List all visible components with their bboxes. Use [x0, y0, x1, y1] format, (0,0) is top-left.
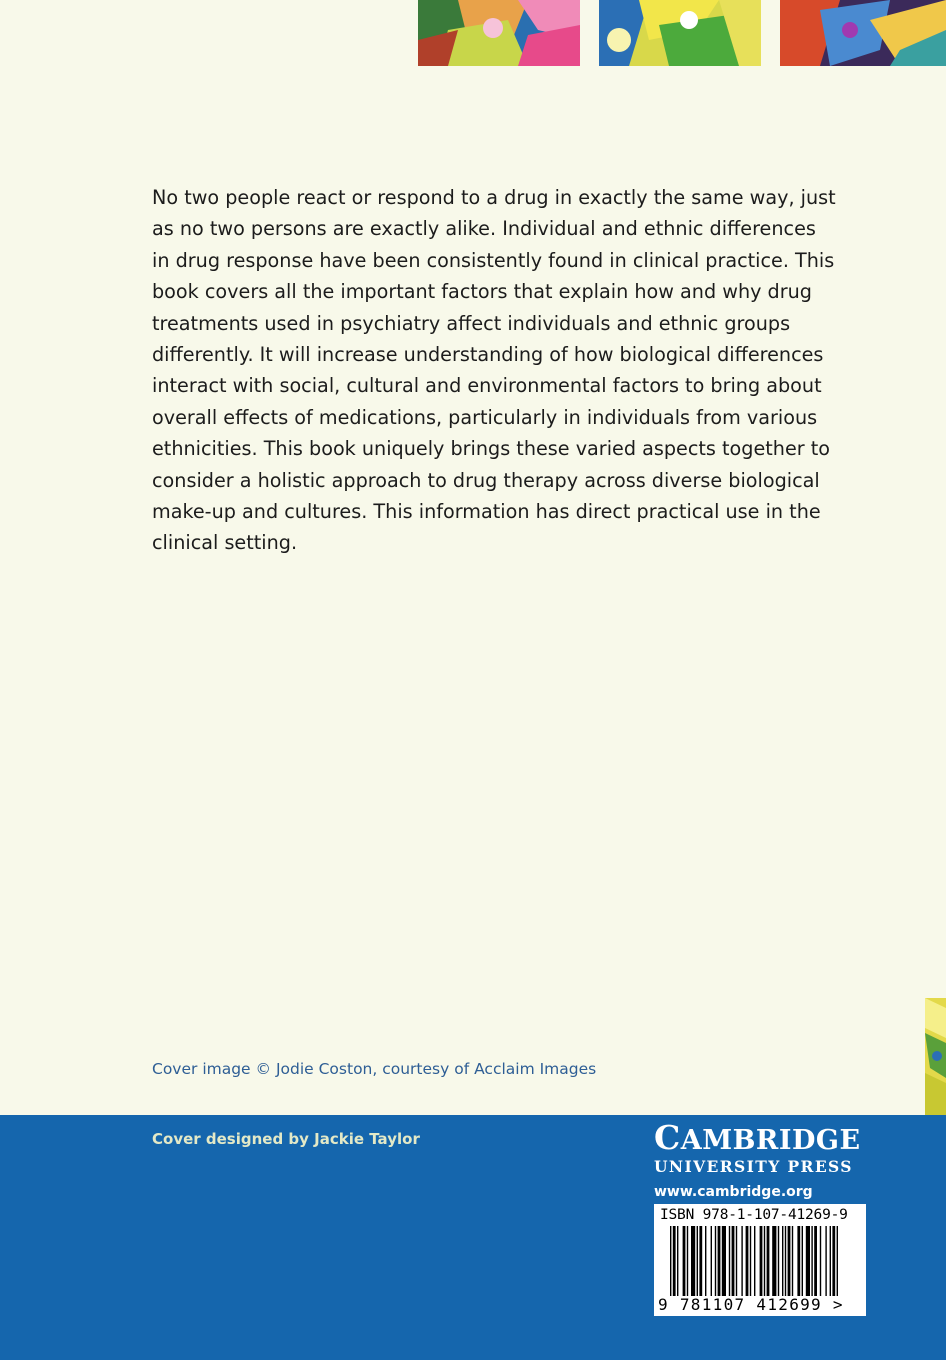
publisher-name	[654, 1118, 866, 1157]
publisher-url: www.cambridge.org	[654, 1184, 813, 1200]
publisher-subtitle: UNIVERSITY PRESS	[654, 1157, 853, 1176]
isbn-label: ISBN 978-1-107-41269-9	[660, 1207, 848, 1223]
barcode-bar	[802, 1226, 803, 1296]
publisher-logo	[654, 1118, 866, 1204]
barcode-bar	[792, 1226, 793, 1296]
blurb-line: No two people react or respond to a drug in exactly the same way, just	[152, 186, 836, 209]
cover-art-thumbnail-1	[418, 0, 580, 66]
cover-image-credit: Cover image © Jodie Coston, courtesy of Acclaim Images	[152, 1060, 597, 1078]
barcode-bar	[732, 1226, 735, 1296]
barcode-bar	[782, 1226, 783, 1296]
blurb-line: as no two persons are exactly alike. Individual and ethnic differences	[152, 217, 816, 241]
barcode-bar	[764, 1226, 765, 1296]
barcode-bar	[750, 1226, 751, 1296]
barcode-bar	[778, 1226, 779, 1296]
barcode-bar	[691, 1226, 695, 1296]
blurb-line: interact with social, cultural and environmental factors to bring about	[152, 374, 822, 398]
barcode-bar	[830, 1226, 831, 1296]
barcode-bar	[718, 1226, 721, 1296]
barcode-bar	[697, 1226, 698, 1296]
barcode-bar	[767, 1226, 770, 1296]
publisher-name-initial: C	[654, 1118, 681, 1157]
blurb-line: ethnicities. This book uniquely brings these varied aspects together to	[152, 437, 831, 461]
barcode-bar	[811, 1226, 812, 1296]
blurb-line: clinical setting.	[152, 531, 298, 555]
cover-art-thumbnail-2	[599, 0, 761, 66]
barcode-bar	[741, 1226, 742, 1296]
barcode-bar	[806, 1226, 810, 1296]
barcode-bar	[814, 1226, 817, 1296]
barcode-bar	[797, 1226, 800, 1296]
barcode-digits: 9 781107 412699 >	[658, 1295, 844, 1314]
barcode-bar	[673, 1226, 676, 1296]
barcode-bar	[832, 1226, 835, 1296]
cover-designer-credit: Cover designed by Jackie Taylor	[152, 1130, 420, 1148]
barcode-bar	[746, 1226, 749, 1296]
barcode-bar	[722, 1226, 726, 1296]
blurb-line: treatments used in psychiatry affect individuals and ethnic groups	[152, 311, 791, 335]
back-cover-blurb	[152, 182, 836, 559]
barcode-icon	[670, 1226, 838, 1296]
blurb-line: differently. It will increase understanding of how biological differences	[152, 343, 824, 367]
blurb-line: consider a holistic approach to drug therapy across diverse biological	[152, 468, 820, 492]
barcode-bar	[677, 1226, 678, 1296]
barcode-bar	[772, 1226, 776, 1296]
publisher-name-rest: AMBRIDGE	[680, 1125, 861, 1156]
barcode-bar	[760, 1226, 763, 1296]
isbn-barcode	[654, 1204, 866, 1316]
cover-art-thumbnail-3	[780, 0, 946, 66]
cover-art-edge	[925, 998, 946, 1116]
blurb-line: in drug response have been consistently found in clinical practice. This	[152, 248, 835, 272]
barcode-bar	[705, 1226, 706, 1296]
barcode-bar	[683, 1226, 686, 1296]
barcode-bar	[825, 1226, 826, 1296]
barcode-bar	[670, 1226, 671, 1296]
barcode-bar	[699, 1226, 702, 1296]
barcode-bar	[788, 1226, 791, 1296]
barcode-bar	[820, 1226, 821, 1296]
barcode-bar	[754, 1226, 755, 1296]
blurb-line: make-up and cultures. This information has direct practical use in the	[152, 500, 821, 524]
blurb-line: overall effects of medications, particularly in individuals from various	[152, 405, 818, 429]
barcode-bar	[729, 1226, 730, 1296]
barcode-bar	[715, 1226, 716, 1296]
barcode-bar	[687, 1226, 688, 1296]
blurb-line: book covers all the important factors that explain how and why drug	[152, 280, 812, 304]
barcode-bar	[837, 1226, 838, 1296]
barcode-bar	[711, 1226, 712, 1296]
barcode-bar	[785, 1226, 786, 1296]
barcode-bar	[736, 1226, 737, 1296]
